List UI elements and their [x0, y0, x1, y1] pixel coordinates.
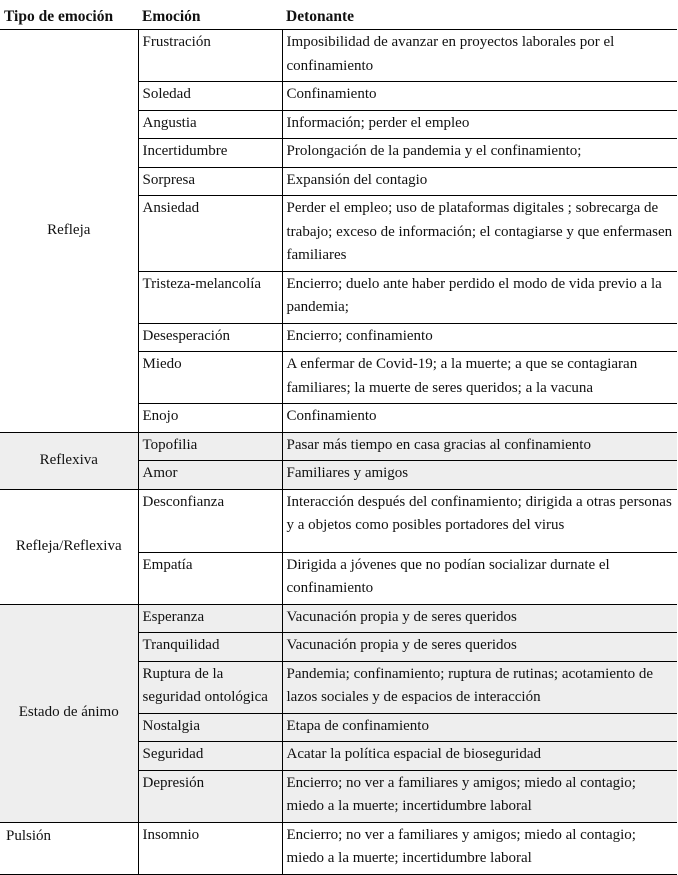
detonante-cell: Prolongación de la pandemia y el confinamiento; [282, 139, 677, 168]
header-row [0, 0, 677, 30]
emocion-cell: Angustia [138, 110, 282, 139]
emocion-cell: Desconfianza [138, 489, 282, 552]
emocion-cell: Empatía [138, 552, 282, 604]
detonante-cell: Encierro; no ver a familiares y amigos; miedo al contagio; miedo a la muerte; incertidumbre laboral [282, 822, 677, 874]
tipo-cell: Refleja/Reflexiva [0, 489, 138, 604]
header-detonante: Detonante [282, 0, 677, 30]
detonante-cell: Acatar la política espacial de bioseguridad [282, 742, 677, 771]
table-row [0, 432, 677, 461]
table-row [0, 489, 677, 552]
detonante-cell: Vacunación propia y de seres queridos [282, 604, 677, 633]
emocion-cell: Sorpresa [138, 167, 282, 196]
detonante-cell: Familiares y amigos [282, 461, 677, 490]
emocion-cell: Desesperación [138, 323, 282, 352]
emocion-cell: Tristeza-melancolía [138, 271, 282, 323]
emocion-cell: Frustración [138, 30, 282, 82]
emocion-cell: Insomnio [138, 822, 282, 874]
detonante-cell: Pasar más tiempo en casa gracias al confinamiento [282, 432, 677, 461]
group-refleja-reflexiva [0, 489, 677, 604]
tipo-cell: Pulsión [0, 822, 138, 874]
detonante-cell: Perder el empleo; uso de plataformas digitales ; sobrecarga de trabajo; exceso de información; el contagiarse y que enfermasen familiares [282, 196, 677, 272]
detonante-cell: Etapa de confinamiento [282, 713, 677, 742]
detonante-cell: Confinamiento [282, 404, 677, 433]
tipo-cell: Reflexiva [0, 432, 138, 489]
emocion-cell: Depresión [138, 770, 282, 822]
emocion-cell: Seguridad [138, 742, 282, 771]
detonante-cell: A enfermar de Covid-19; a la muerte; a que se contagiaran familiares; la muerte de seres queridos; a la vacuna [282, 352, 677, 404]
detonante-cell: Pandemia; confinamiento; ruptura de rutinas; acotamiento de lazos sociales y de espacios de interacción [282, 661, 677, 713]
emocion-cell: Ansiedad [138, 196, 282, 272]
header-emocion: Emoción [138, 0, 282, 30]
detonante-cell: Interacción después del confinamiento; dirigida a otras personas y a objetos como posibles portadores del virus [282, 489, 677, 552]
detonante-cell: Dirigida a jóvenes que no podían socializar durnate el confinamiento [282, 552, 677, 604]
emocion-cell: Incertidumbre [138, 139, 282, 168]
table-row [0, 822, 677, 874]
emocion-cell: Tranquilidad [138, 633, 282, 662]
detonante-cell: Encierro; no ver a familiares y amigos; miedo al contagio; miedo a la muerte; incertidumbre laboral [282, 770, 677, 822]
detonante-cell: Imposibilidad de avanzar en proyectos laborales por el confinamiento [282, 30, 677, 82]
detonante-cell: Encierro; confinamiento [282, 323, 677, 352]
group-pulsion [0, 822, 677, 874]
detonante-cell: Encierro; duelo ante haber perdido el modo de vida previo a la pandemia; [282, 271, 677, 323]
detonante-cell: Información; perder el empleo [282, 110, 677, 139]
group-reflexiva [0, 432, 677, 489]
emocion-cell: Topofilia [138, 432, 282, 461]
emocion-cell: Miedo [138, 352, 282, 404]
detonante-cell: Confinamiento [282, 82, 677, 111]
tipo-cell: Estado de ánimo [0, 604, 138, 822]
detonante-cell: Vacunación propia y de seres queridos [282, 633, 677, 662]
header-tipo: Tipo de emoción [0, 0, 138, 30]
emocion-cell: Amor [138, 461, 282, 490]
emocion-cell: Ruptura de la seguridad ontológica [138, 661, 282, 713]
emocion-cell: Enojo [138, 404, 282, 433]
group-estado-de-animo [0, 604, 677, 822]
table-row [0, 604, 677, 633]
table-row [0, 30, 677, 82]
detonante-cell: Expansión del contagio [282, 167, 677, 196]
emocion-cell: Soledad [138, 82, 282, 111]
group-refleja [0, 30, 677, 433]
emocion-cell: Nostalgia [138, 713, 282, 742]
emocion-cell: Esperanza [138, 604, 282, 633]
tipo-cell: Refleja [0, 30, 138, 433]
